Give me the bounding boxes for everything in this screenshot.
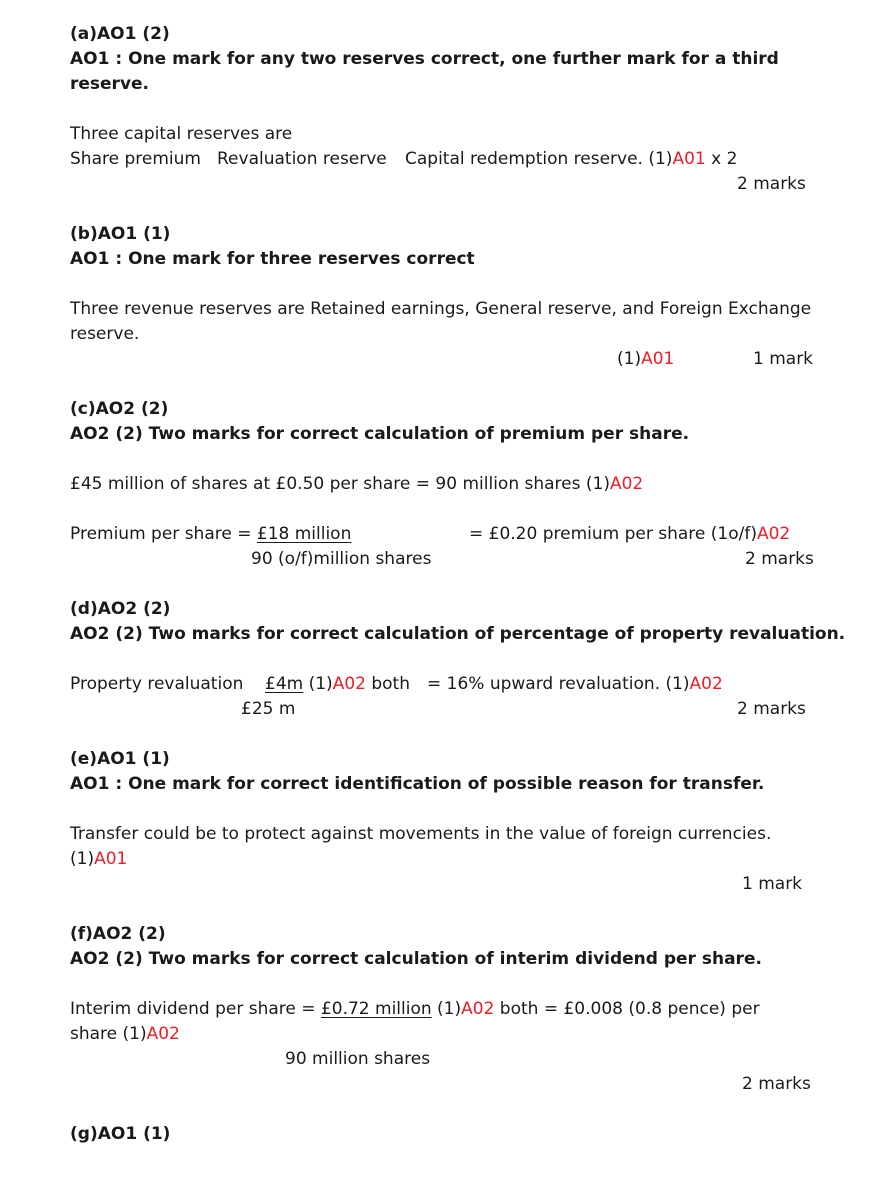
both-text: both xyxy=(365,674,410,694)
assessment-tag: A02 xyxy=(146,1024,180,1044)
premium-per-share-result xyxy=(469,523,790,545)
section-a-answer-intro: Three capital reserves are xyxy=(70,124,293,144)
label-text: Premium per share = xyxy=(70,524,257,544)
assessment-tag: A02 xyxy=(609,474,644,494)
award-text: (1) xyxy=(617,349,642,369)
section-c-shares-calc xyxy=(70,473,643,495)
section-b-answer: Three revenue reserves are Retained earnings, General reserve, and Foreign Exchange xyxy=(70,299,812,319)
fraction-denominator: 90 million shares xyxy=(285,1049,431,1069)
both-text: both xyxy=(494,999,539,1019)
result-text: = £0.20 premium per share (1o/f) xyxy=(469,524,757,544)
fraction-numerator: £18 million xyxy=(256,524,352,544)
assessment-tag: A02 xyxy=(461,999,495,1019)
premium-per-share-label xyxy=(70,523,351,545)
award-text: (1) xyxy=(431,999,462,1019)
award-text: (1) xyxy=(303,674,333,694)
section-c-marks: 2 marks xyxy=(745,549,814,569)
award-text: (1) xyxy=(70,849,95,869)
section-f-marks: 2 marks xyxy=(742,1074,811,1094)
section-g-heading: (g)AO1 (1) xyxy=(70,1124,171,1144)
award-text: share (1) xyxy=(70,1024,147,1044)
section-f-heading: (f)AO2 (2) xyxy=(70,924,166,944)
section-e-marks: 1 mark xyxy=(742,874,803,894)
assessment-tag: A01 xyxy=(94,849,128,869)
fraction-denominator: 90 (o/f)million shares xyxy=(251,549,432,569)
section-b-heading: (b)AO1 (1) xyxy=(70,224,171,244)
section-e-criteria: AO1 : One mark for correct identification of possible reason for transfer. xyxy=(70,774,765,794)
assessment-tag: A02 xyxy=(756,524,791,544)
section-e-award xyxy=(70,848,127,870)
property-revaluation-result xyxy=(427,673,723,695)
section-c-heading: (c)AO2 (2) xyxy=(70,399,169,419)
fraction-denominator: £25 m xyxy=(241,699,296,719)
multiplier: x 2 xyxy=(705,149,738,169)
section-a-marks: 2 marks xyxy=(737,174,806,194)
section-a-criteria-cont: reserve. xyxy=(70,74,150,94)
section-b-answer-cont: reserve. xyxy=(70,324,140,344)
reserve-revaluation: Revaluation reserve xyxy=(217,149,387,169)
award-text: Capital redemption reserve. (1) xyxy=(405,149,673,169)
reserve-capital-redemption xyxy=(405,148,737,170)
fraction-numerator: £4m xyxy=(265,674,304,694)
assessment-tag: A01 xyxy=(641,349,675,369)
property-revaluation-label: Property revaluation xyxy=(70,674,244,694)
section-b-criteria: AO1 : One mark for three reserves correct xyxy=(70,249,475,269)
assessment-tag: A02 xyxy=(332,674,366,694)
assessment-tag: A02 xyxy=(689,674,723,694)
section-c-criteria: AO2 (2) Two marks for correct calculation of premium per share. xyxy=(70,424,690,444)
reserve-share-premium: Share premium xyxy=(70,149,201,169)
result-text: = 16% upward revaluation. (1) xyxy=(427,674,690,694)
assessment-tag: A01 xyxy=(672,149,706,169)
section-d-criteria: AO2 (2) Two marks for correct calculation of percentage of property revaluation. xyxy=(70,624,846,644)
section-f-criteria: AO2 (2) Two marks for correct calculation of interim dividend per share. xyxy=(70,949,762,969)
interim-dividend-calc xyxy=(70,998,760,1020)
section-b-marks: 1 mark xyxy=(753,349,814,369)
section-d-marks: 2 marks xyxy=(737,699,806,719)
section-d-heading: (d)AO2 (2) xyxy=(70,599,171,619)
interim-dividend-cont xyxy=(70,1023,180,1045)
label-text: Interim dividend per share = xyxy=(70,999,321,1019)
fraction-numerator: £0.72 million xyxy=(320,999,432,1019)
calc-text: £45 million of shares at £0.50 per share = 90 million shares (1) xyxy=(70,474,610,494)
property-revaluation-calc xyxy=(265,673,410,695)
result-text: = £0.008 (0.8 pence) per xyxy=(538,999,760,1019)
section-a-criteria: AO1 : One mark for any two reserves correct, one further mark for a third xyxy=(70,49,779,69)
section-e-heading: (e)AO1 (1) xyxy=(70,749,170,769)
section-b-award xyxy=(617,348,674,370)
section-e-answer: Transfer could be to protect against movements in the value of foreign currencies. xyxy=(70,824,772,844)
section-a-heading: (a)AO1 (2) xyxy=(70,24,170,44)
